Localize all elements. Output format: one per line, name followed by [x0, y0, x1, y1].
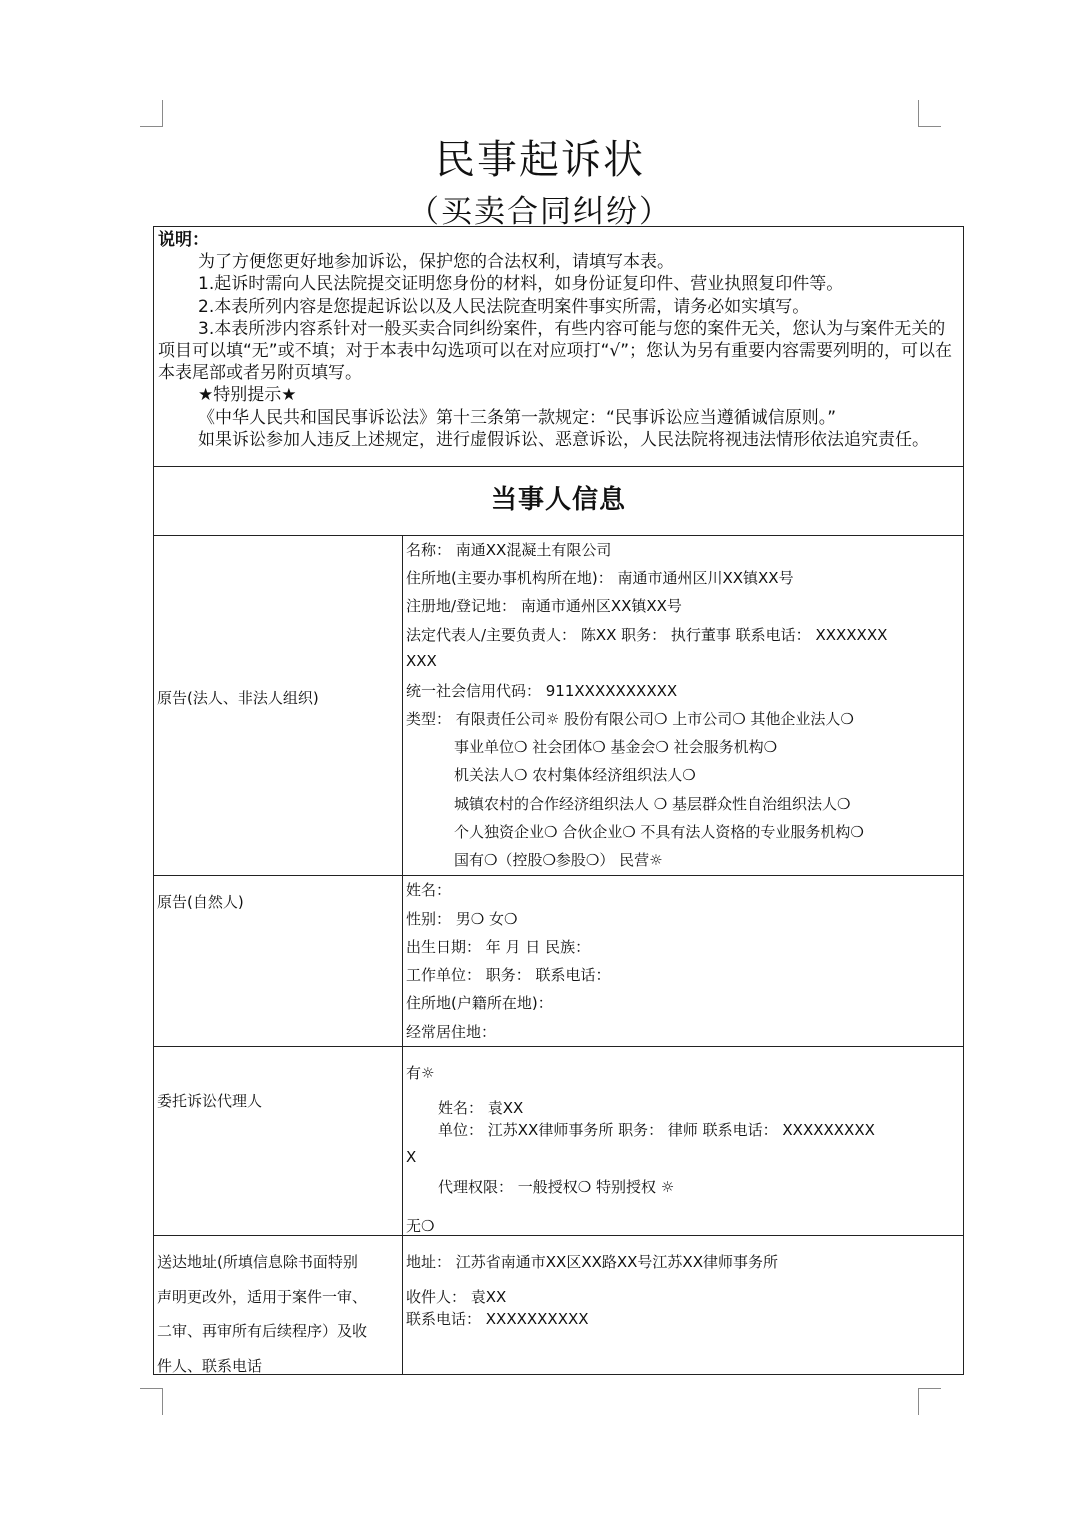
- agent-has-option[interactable]: 有☼: [406, 1064, 435, 1082]
- agent-none-option[interactable]: 无❍: [406, 1217, 435, 1235]
- org-type-line-2[interactable]: 事业单位❍ 社会团体❍ 基金会❍ 社会服务机构❍: [454, 738, 778, 756]
- instructions-intro: 为了方便您更好地参加诉讼，保护您的合法权利，请填写本表。: [198, 252, 674, 273]
- delivery-recipient: 收件人： 袁XX: [406, 1288, 507, 1306]
- crop-mark-top-left: [140, 100, 163, 127]
- plaintiff-person-label: 原告(自然人): [157, 893, 244, 911]
- delivery-address: 地址： 江苏省南通市XX区XX路XX号江苏XX律师事务所: [406, 1253, 778, 1271]
- org-type-line-6[interactable]: 国有❍（控股❍参股❍） 民营☼: [454, 851, 663, 869]
- agent-unit: 单位： 江苏XX律师事务所 职务： 律师 联系电话： XXXXXXXXX: [438, 1121, 875, 1139]
- org-registered-address: 注册地/登记地： 南通市通州区XX镇XX号: [406, 597, 682, 615]
- instructions-item-1: 1.起诉时需向人民法院提交证明您身份的材料，如身份证复印件、营业执照复印件等。: [198, 274, 844, 295]
- delivery-label-line-3: 二审、再审所有后续程序）及收: [157, 1322, 368, 1340]
- person-work-field[interactable]: 工作单位： 职务： 联系电话：: [406, 966, 611, 984]
- delivery-phone: 联系电话： XXXXXXXXXX: [406, 1310, 589, 1328]
- delivery-label-line-4: 件人、联系电话: [157, 1357, 263, 1375]
- org-address: 住所地(主要办事机构所在地)： 南通市通州区川XX镇XX号: [406, 569, 794, 587]
- org-type-line-5[interactable]: 个人独资企业❍ 合伙企业❍ 不具有法人资格的专业服务机构❍: [454, 823, 864, 841]
- instructions-label: 说明：: [158, 230, 209, 250]
- org-legal-representative-cont: XXX: [406, 652, 437, 670]
- delivery-label-line-2: 声明更改外，适用于案件一审、: [157, 1288, 368, 1306]
- plaintiff-person-row: [153, 876, 964, 1047]
- instructions-item-2: 2.本表所列内容是您提起诉讼以及人民法院查明案件事实所需，请务必如实填写。: [198, 296, 810, 317]
- plaintiff-org-content-cell: [403, 536, 963, 875]
- delivery-label-cell: [154, 1236, 403, 1374]
- instructions-box: [153, 226, 964, 467]
- agent-name: 姓名： 袁XX: [438, 1099, 524, 1117]
- document-subtitle: （买卖合同纠纷）: [408, 194, 672, 230]
- person-birth-field[interactable]: 出生日期： 年 月 日 民族：: [406, 938, 591, 956]
- org-name: 名称： 南通XX混凝土有限公司: [406, 541, 612, 559]
- person-name-field[interactable]: 姓名：: [406, 881, 452, 899]
- plaintiff-person-content-cell: [403, 876, 963, 1046]
- crop-mark-bottom-left: [140, 1388, 163, 1415]
- plaintiff-org-label: 原告(法人、非法人组织): [157, 689, 319, 707]
- warning-text: 如果诉讼参加人违反上述规定，进行虚假诉讼、恶意诉讼，人民法院将视违法情形依法追究责任。: [198, 429, 929, 450]
- org-type-line-1[interactable]: 类型： 有限责任公司☼ 股份有限公司❍ 上市公司❍ 其他企业法人❍: [406, 710, 854, 728]
- agent-authority[interactable]: 代理权限： 一般授权❍ 特别授权 ☼: [438, 1178, 675, 1196]
- org-type-line-3[interactable]: 机关法人❍ 农村集体经济组织法人❍: [454, 766, 696, 784]
- crop-mark-top-right: [918, 100, 941, 127]
- person-gender-field[interactable]: 性别： 男❍ 女❍: [406, 910, 518, 928]
- plaintiff-org-label-cell: [154, 536, 403, 875]
- law-quote: 《中华人民共和国民事诉讼法》第十三条第一款规定：“民事诉讼应当遵循诚信原则。”: [198, 407, 837, 428]
- org-type-line-4[interactable]: 城镇农村的合作经济组织法人 ❍ 基层群众性自治组织法人❍: [454, 795, 851, 813]
- agent-unit-cont: X: [406, 1148, 417, 1166]
- agent-label: 委托诉讼代理人: [157, 1092, 263, 1110]
- plaintiff-org-row: [153, 536, 964, 876]
- plaintiff-person-label-cell: [154, 876, 403, 1046]
- agent-content-cell: [403, 1047, 963, 1235]
- delivery-row: [153, 1236, 964, 1375]
- delivery-label-line-1: 送达地址(所填信息除书面特别: [157, 1253, 358, 1271]
- delivery-content-cell: [403, 1236, 963, 1374]
- instructions-item-3: 3.本表所涉内容系针对一般买卖合同纠纷案件，有些内容可能与您的案件无关，您认为与案件无关的项目可以填“无”或不填；对于本表中勾选项可以在对应项打“√”；您认为另有重要内容需要列明的，可以在本表尾部或者另附页填写。: [158, 318, 953, 384]
- org-credit-code: 统一社会信用代码： 911XXXXXXXXXX: [406, 682, 678, 700]
- person-residence-field[interactable]: 住所地(户籍所在地)：: [406, 994, 553, 1012]
- special-notice-label: ★特别提示★: [198, 385, 297, 406]
- person-habitual-residence-field[interactable]: 经常居住地：: [406, 1023, 497, 1041]
- section-title: 当事人信息: [153, 466, 964, 536]
- agent-row: [153, 1047, 964, 1236]
- crop-mark-bottom-right: [918, 1388, 941, 1415]
- agent-label-cell: [154, 1047, 403, 1235]
- org-legal-representative: 法定代表人/主要负责人： 陈XX 职务： 执行董事 联系电话： XXXXXXX: [406, 626, 888, 644]
- document-title: 民事起诉状: [435, 137, 645, 183]
